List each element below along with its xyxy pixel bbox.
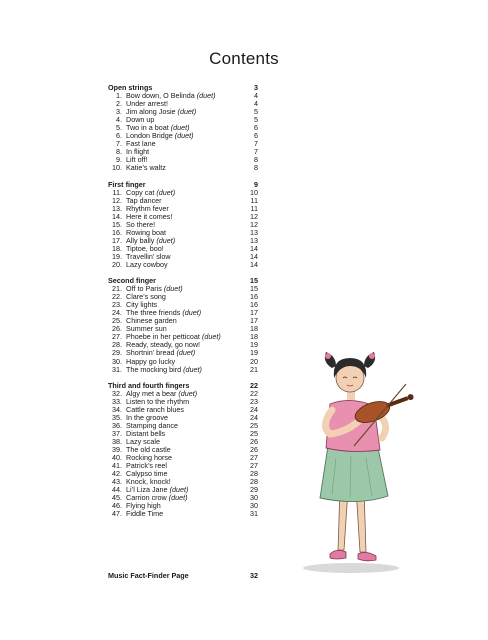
entry-title: City lights <box>126 300 158 310</box>
entry-page-number: 23 <box>250 396 258 406</box>
entry-title-group <box>126 510 244 518</box>
entry-number: 44. <box>112 485 122 495</box>
entry-title: Patrick’s reel <box>126 461 168 471</box>
entry-page-number: 22 <box>250 388 258 398</box>
entry-page-number: 19 <box>250 348 258 358</box>
entry-page-number: 17 <box>250 316 258 326</box>
entry-number: 34. <box>112 404 122 414</box>
entry-number: 2. <box>116 99 122 109</box>
entry-title: Tap dancer <box>126 195 162 205</box>
toc-section <box>108 84 258 173</box>
entry-duet-marker: (duet) <box>183 364 202 374</box>
entry-page-number: 12 <box>250 219 258 229</box>
entry-page-number: 24 <box>250 412 258 422</box>
entry-title: Rocking horse <box>126 453 172 463</box>
entry-page-number: 28 <box>250 477 258 487</box>
entry-number: 42. <box>112 469 122 479</box>
entry-number: 30. <box>112 356 122 366</box>
entry-page-number: 14 <box>250 243 258 253</box>
entry-title: Stamping dance <box>126 420 178 430</box>
entry-title: Li’l Liza Jane <box>126 485 168 495</box>
entry-title: Lazy scale <box>126 436 160 446</box>
entry-number: 1. <box>116 91 122 101</box>
entry-page-number: 25 <box>250 428 258 438</box>
entry-title: Jim along Josie <box>126 107 176 117</box>
table-of-contents <box>108 84 258 526</box>
entry-title: The mocking bird <box>126 364 182 374</box>
toc-entry[interactable] <box>108 366 258 374</box>
entry-title: Summer sun <box>126 324 167 334</box>
entry-number: 15. <box>112 219 122 229</box>
entry-duet-marker: (duet) <box>163 284 183 294</box>
entry-page-number: 5 <box>254 107 258 117</box>
entry-page-number: 10 <box>250 187 258 197</box>
entry-page-number: 13 <box>250 227 258 237</box>
entry-page-number: 26 <box>250 436 258 446</box>
entry-page-number: 30 <box>250 501 258 511</box>
entry-page-number: 5 <box>254 115 258 125</box>
entry-number: 16. <box>112 227 122 237</box>
entry-title: Happy go lucky <box>126 356 176 366</box>
entry-number: 11. <box>112 187 122 197</box>
entry-number: 25. <box>112 316 122 326</box>
entry-title: Cattle ranch blues <box>126 404 184 414</box>
entry-duet-marker: (duet) <box>168 493 188 503</box>
entry-number: 17. <box>112 235 122 245</box>
entry-page-number: 16 <box>250 292 258 302</box>
entry-number: 8. <box>116 147 122 157</box>
entry-number: 24. <box>112 308 122 318</box>
entry-number: 13. <box>112 203 122 213</box>
entry-title: Flying high <box>126 501 161 511</box>
entry-title: Chinese garden <box>126 316 177 326</box>
entry-title: Clare’s song <box>126 292 166 302</box>
entry-title: Carrion crow <box>126 493 167 503</box>
entry-page-number: 27 <box>250 453 258 463</box>
entry-number: 4. <box>116 115 122 125</box>
entry-title-group <box>126 261 244 269</box>
entry-title: In the groove <box>126 412 168 422</box>
girl-playing-violin-illustration <box>296 338 426 578</box>
entry-title: Phoebe in her petticoat <box>126 332 200 342</box>
entry-number: 39. <box>112 444 122 454</box>
entry-number: 9. <box>116 155 122 165</box>
entry-number: 21. <box>112 284 122 294</box>
entry-number: 5. <box>116 123 122 133</box>
entry-page-number: 30 <box>250 493 258 503</box>
toc-section <box>108 181 258 270</box>
entry-duet-marker: (duet) <box>176 348 196 358</box>
section-title: First finger <box>108 179 146 189</box>
entry-page-number: 21 <box>250 364 258 374</box>
entry-title: Ready, steady, go now! <box>126 340 201 350</box>
entry-page-number: 19 <box>250 340 258 350</box>
entry-page-number: 20 <box>250 356 258 366</box>
entry-duet-marker: (duet) <box>170 123 190 133</box>
toc-entry[interactable] <box>108 164 258 172</box>
entry-number: 23. <box>112 300 122 310</box>
entry-title: Two in a boat <box>126 123 169 133</box>
entry-title: Rowing boat <box>126 227 166 237</box>
entry-duet-marker: (duet) <box>156 187 176 197</box>
entry-duet-marker: (duet) <box>169 485 189 495</box>
entry-title: Distant bells <box>126 428 166 438</box>
toc-section <box>108 277 258 374</box>
entry-number: 40. <box>112 453 122 463</box>
entry-page-number: 31 <box>250 509 258 519</box>
entry-page-number: 16 <box>250 300 258 310</box>
entry-title: Tiptoe, boo! <box>126 243 164 253</box>
entry-number: 26. <box>112 324 122 334</box>
entry-title: The old castle <box>126 444 171 454</box>
section-page-number: 3 <box>254 83 258 92</box>
entry-number: 36. <box>112 420 122 430</box>
section-page-number: 15 <box>250 276 258 286</box>
entry-page-number: 4 <box>254 91 258 101</box>
entry-title: Fast lane <box>126 139 156 149</box>
entry-number: 18. <box>112 243 122 253</box>
entry-title: Bow down, O Belinda <box>126 91 195 101</box>
entry-title: Under arrest! <box>126 99 168 109</box>
entry-title-group <box>126 164 244 172</box>
entry-title: Knock, knock! <box>126 477 171 487</box>
entry-number: 45. <box>112 493 122 503</box>
entry-number: 46. <box>112 501 122 511</box>
toc-section <box>108 382 258 519</box>
entry-page-number: 17 <box>250 308 258 318</box>
entry-title: Lazy cowboy <box>126 259 168 269</box>
entry-number: 19. <box>112 251 122 261</box>
entry-page-number: 25 <box>250 420 258 430</box>
entry-page-number: 7 <box>254 147 258 157</box>
entry-title: Katie’s waltz <box>126 163 166 173</box>
entry-page-number: 14 <box>250 259 258 269</box>
toc-final-entry[interactable] <box>108 571 258 580</box>
entry-duet-marker: (duet) <box>201 332 221 342</box>
entry-title: Algy met a bear <box>126 388 177 398</box>
entry-duet-marker: (duet) <box>196 91 216 101</box>
entry-page-number: 8 <box>254 155 258 165</box>
entry-number: 47. <box>112 509 122 519</box>
entry-title: Off to Paris <box>126 284 162 294</box>
entry-number: 12. <box>112 195 122 205</box>
entry-duet-marker: (duet) <box>178 388 198 398</box>
entry-title-group <box>126 366 244 374</box>
entry-number: 43. <box>112 477 122 487</box>
page-title: Contents <box>209 49 279 68</box>
section-title: Open strings <box>108 83 153 92</box>
entry-page-number: 12 <box>250 211 258 221</box>
entry-page-number: 18 <box>250 332 258 342</box>
entry-title: Copy cat <box>126 187 155 197</box>
entry-number: 31. <box>112 364 122 374</box>
entry-title: In flight <box>126 147 150 157</box>
entry-number: 27. <box>112 332 122 342</box>
entry-title: London Bridge <box>126 131 173 141</box>
entry-duet-marker: (duet) <box>156 235 176 245</box>
entry-page-number: 28 <box>250 469 258 479</box>
entry-number: 22. <box>112 292 122 302</box>
entry-page-number: 7 <box>254 139 258 149</box>
entry-page-number: 11 <box>250 195 258 205</box>
entry-duet-marker: (duet) <box>174 131 194 141</box>
final-entry-title: Music Fact-Finder Page <box>108 571 189 580</box>
entry-page-number: 4 <box>254 99 258 109</box>
entry-number: 38. <box>112 436 122 446</box>
entry-number: 10. <box>112 163 122 173</box>
entry-number: 20. <box>112 259 122 269</box>
entry-title: Travellin’ slow <box>126 251 171 261</box>
entry-page-number: 24 <box>250 404 258 414</box>
entry-number: 3. <box>116 107 122 117</box>
entry-page-number: 11 <box>250 203 258 213</box>
entry-number: 14. <box>112 211 122 221</box>
section-page-number: 22 <box>250 380 258 390</box>
entry-page-number: 26 <box>250 444 258 454</box>
entry-title: The three friends <box>126 308 181 318</box>
entry-number: 33. <box>112 396 122 406</box>
entry-page-number: 8 <box>254 163 258 173</box>
entry-number: 35. <box>112 412 122 422</box>
entry-title: Shortnin’ bread <box>126 348 175 358</box>
entry-title: Ally bally <box>126 235 155 245</box>
entry-page-number: 14 <box>250 251 258 261</box>
entry-number: 6. <box>116 131 122 141</box>
section-page-number: 9 <box>254 179 258 189</box>
entry-number: 32. <box>112 388 122 398</box>
toc-entry[interactable] <box>108 261 258 269</box>
entry-title: Fiddle Time <box>126 509 164 519</box>
entry-page-number: 29 <box>250 485 258 495</box>
entry-title: So there! <box>126 219 156 229</box>
entry-title: Rhythm fever <box>126 203 169 213</box>
entry-page-number: 6 <box>254 131 258 141</box>
entry-duet-marker: (duet) <box>177 107 197 117</box>
entry-title: Listen to the rhythm <box>126 396 190 406</box>
final-entry-page: 32 <box>250 571 258 580</box>
toc-entry[interactable] <box>108 510 258 518</box>
entry-number: 7. <box>116 139 122 149</box>
entry-page-number: 27 <box>250 461 258 471</box>
entry-number: 37. <box>112 428 122 438</box>
entry-title: Calypso time <box>126 469 168 479</box>
entry-page-number: 6 <box>254 123 258 133</box>
entry-title: Lift off! <box>126 155 148 165</box>
entry-page-number: 13 <box>250 235 258 245</box>
entry-number: 28. <box>112 340 122 350</box>
entry-number: 41. <box>112 461 122 471</box>
entry-title: Down up <box>126 115 155 125</box>
entry-page-number: 15 <box>250 284 258 294</box>
entry-title: Here it comes! <box>126 211 173 221</box>
section-title: Third and fourth fingers <box>108 380 190 390</box>
entry-number: 29. <box>112 348 122 358</box>
section-title: Second finger <box>108 276 156 286</box>
entry-duet-marker: (duet) <box>182 308 202 318</box>
entry-page-number: 18 <box>250 324 258 334</box>
